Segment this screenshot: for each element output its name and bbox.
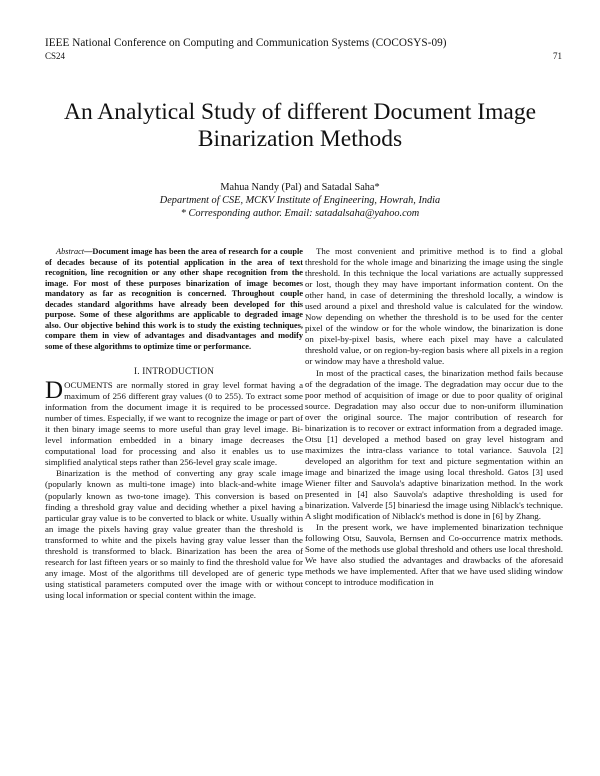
author-block [0, 181, 600, 220]
abstract [45, 247, 303, 352]
abstract-label: Abstract [56, 247, 85, 256]
author-names: Mahua Nandy (Pal) and Satadal Saha* [220, 182, 380, 193]
conference-header: IEEE National Conference on Computing and Communication Systems (COCOSYS-09) [45, 37, 447, 49]
right-paragraph-1: The most convenient and primitive method is to find a global threshold for the whole image and binarizing the image using the single threshold. In this technique the local variations are actually suppressed or lost, though they may have important information content. On the other hand, in case of determining the threshold locally, a window is used around a pixel and threshold value is calculated for the window. Now depending on whether the threshold is to be used for the center pixel of the window or for the whole window, the binarization is done on pixel-by-pixel basis, where each pixel may have a calculated threshold value, or on region-by-region basis where all pixels in a region or window may have a threshold value. [305, 246, 563, 367]
paper-title [0, 99, 600, 153]
author-affiliation: Department of CSE, MCKV Institute of Engineering, Howrah, India [159, 195, 441, 206]
title-line-1: An Analytical Study of different Document Image [63, 99, 537, 125]
title-line-2: Binarization Methods [197, 126, 403, 152]
drop-cap: D [45, 377, 64, 405]
abstract-text: —Document image has been the area of research for a couple of decades because of its potential application in the area of text recognition, line recognition or any other shape recognition from the image. For most of these purposes binarization of image becomes mandatory as far as recognition is concerned. Throughout couple decades standard algorithms have already been developed for this purpose. Some of these algorithms are applicable to degraded image also. Our objective behind this work is to study the existing techniques, compare them in view of advantages and disadvantages and modify some of these algorithms to optimize time or performance. [45, 247, 303, 351]
intro-paragraph-1 [45, 377, 304, 468]
page-number: 71 [553, 51, 562, 61]
right-paragraph-3: In the present work, we have implemented binarization technique following Otsu, Sauvola, Bernsen and Co-occurrence matrix methods. Some of the methods use global threshold and others use local threshold. We have also studied the advantages and drawbacks of the aforesaid methods we have implemented. After that we have used sliding window concept to introduce modification in [305, 522, 563, 588]
paper-id: CS24 [45, 51, 66, 61]
right-column [305, 246, 563, 588]
section-heading-introduction: I. INTRODUCTION [133, 366, 215, 376]
corresponding-author: * Corresponding author. Email: satadalsaha@yahoo.com [180, 208, 420, 219]
right-paragraph-2: In most of the practical cases, the binarization method fails because of the degradation of the image. The degradation may occur due to the poor method of acquisition of image or due to poor quality of original source. Degradation may also occur due to non-uniform illumination over the original source. The major contribution of research for binarization is to recover or extract information from a degraded image. Otsu [1] developed a method based on gray level histogram and maximizes the intra-class variance to total variance. Sauvola [2] developed an algorithm for text and picture segmentation within an image and binarized the image using local threshold. Gatos [3] used Wiener filter and Sauvola's adaptive binarization method. In the work presented in [4] also Sauvola's adaptive thresholding is used for binarization. Valverde [5] binariesd the image using Niblack's technique. A slight modification of Niblack's method is done in [6] by Zhang. [305, 367, 563, 522]
intro-paragraph-2: Binarization is the method of converting any gray scale image (popularly known as multi-tone image) into black-and-white image (popularly known as two-tone image). This conversion is based on finding a threshold gray value and deciding whether a pixel having a particular gray value is to be converted to black or white. Usually within an image the pixels having gray value greater than the threshold is transformed to white and the pixels having gray value lesser than the threshold is transformed to black. Binarization has been the area of research for last fifteen years or so mainly to find the threshold value for any image. Most of the algorithms till developed are of generic type using statistical parameters computed over the image with or without using local information or special content within the image. [45, 468, 303, 600]
left-column [45, 247, 303, 601]
intro-paragraph-1-text: OCUMENTS are normally stored in gray level format having a maximum of 256 different gray values (0 to 255). To extract some information from the document image it is required to be processed number of times. Especially, if we want to recognize the image or part of it then binary image seems to more useful than gray level image. Bi-level information embedded in a binary image decreases the computational load for processing and also it enables us to use simplified analytical steps rather than 256-level gray scale image. [45, 380, 304, 468]
